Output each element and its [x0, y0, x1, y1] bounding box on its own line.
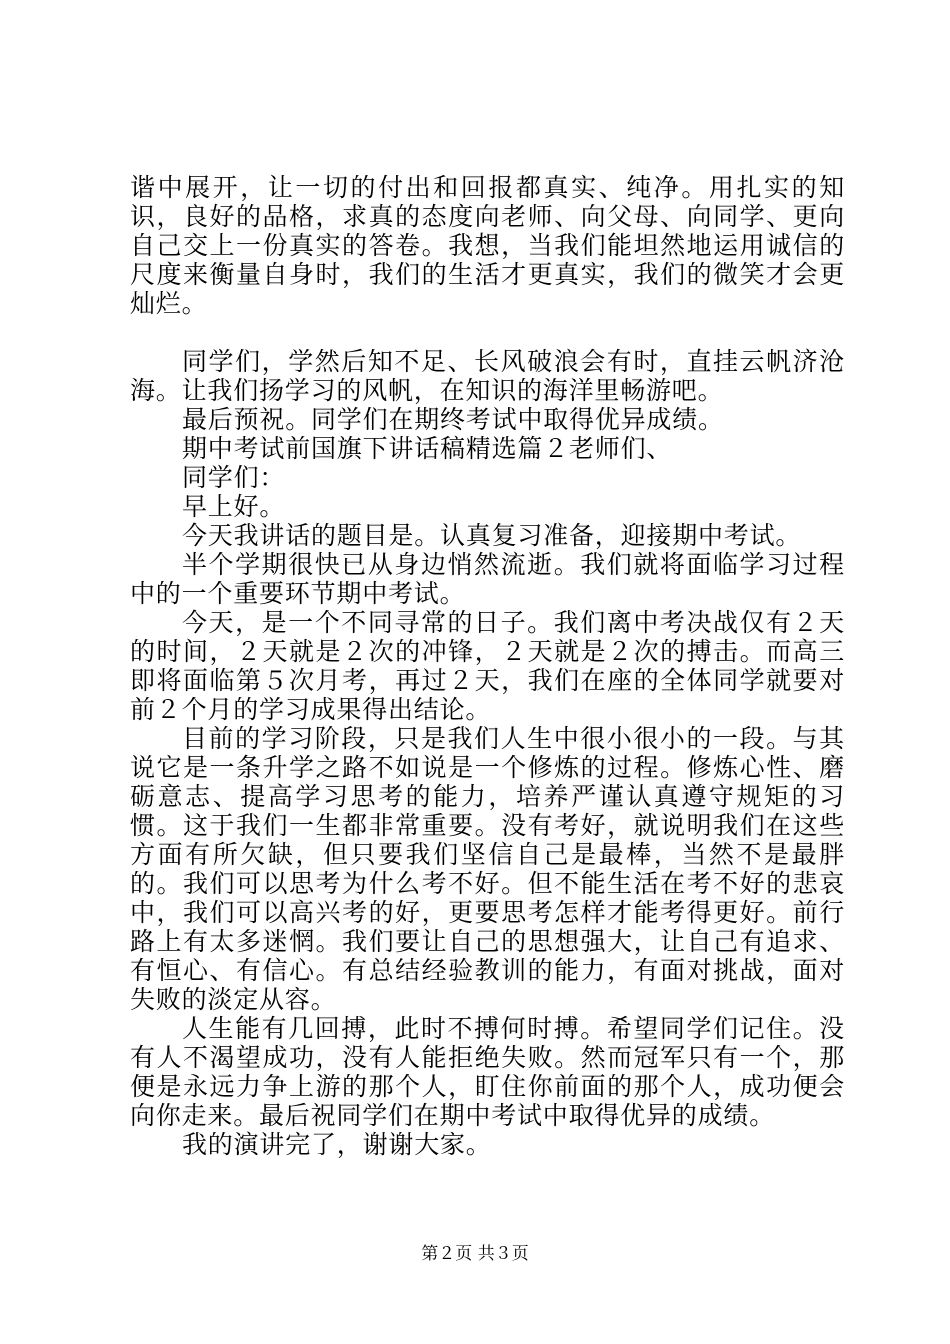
paragraph-life-struggle: 人生能有几回搏，此时不搏何时搏。希望同学们记住。没有人不渴望成功，没有人能拒绝失败。然而冠军只有一个，那便是永远力争上游的那个人，盯住你前面的那个人，成功便会向你走来。最后祝同学们在期中考试中取得优异的成绩。	[130, 1014, 845, 1130]
paragraph-closing: 我的演讲完了，谢谢大家。	[182, 1130, 492, 1159]
greeting-students: 同学们：	[182, 463, 286, 492]
speech-heading: 期中考试前国旗下讲话稿精选篇２老师们、	[182, 434, 673, 463]
paragraph-continuation: 谐中展开，让一切的付出和回报都真实、纯净。用扎实的知识，良好的品格，求真的态度向老师、向父母、向同学、更向自己交上一份真实的答卷。我想，当我们能坦然地运用诚信的尺度来衡量自身时，我们的生活才更真实，我们的微笑才会更灿烂。	[130, 173, 845, 318]
paragraph-current-stage: 目前的学习阶段，只是我们人生中很小很小的一段。与其说它是一条升学之路不如说是一个修炼的过程。修炼心性、磨砺意志、提高学习思考的能力，培养严谨认真遵守规矩的习惯。这于我们一生都非常重要。没有考好，就说明我们在这些方面有所欠缺，但只要我们坚信自己是最棒，当然不是最胖的。我们可以思考为什么考不好。但不能生活在考不好的悲哀中，我们可以高兴考的好，更要思考怎样才能考得更好。前行路上有太多迷惘。我们要让自己的思想强大，让自己有追求、有恒心、有信心。有总结经验教训的能力，有面对挑战，面对失败的淡定从容。	[130, 724, 845, 1014]
paragraph-gap	[130, 318, 845, 347]
paragraph-today: 今天，是一个不同寻常的日子。我们离中考决战仅有２天的时间，２天就是２次的冲锋，２天就是２次的搏击。而高三即将面临第５次月考，再过２天，我们在座的全体同学就要对前２个月的学习成果得出结论。	[130, 608, 845, 724]
document-body	[130, 173, 845, 1159]
speech-topic: 今天我讲话的题目是。认真复习准备，迎接期中考试。	[182, 521, 802, 550]
page-total: 共３页	[477, 1244, 529, 1264]
page-number: 第２页	[421, 1244, 473, 1264]
paragraph-final-wish: 最后预祝。同学们在期终考试中取得优异成绩。	[182, 405, 724, 434]
paragraph-encouragement: 同学们，学然后知不足、长风破浪会有时，直挂云帆济沧海。让我们扬学习的风帆，在知识的海洋里畅游吧。	[130, 347, 845, 405]
page-footer	[0, 1244, 950, 1264]
greeting-morning: 早上好。	[182, 492, 286, 521]
paragraph-half-semester: 半个学期很快已从身边悄然流逝。我们就将面临学习过程中的一个重要环节期中考试。	[130, 550, 845, 608]
